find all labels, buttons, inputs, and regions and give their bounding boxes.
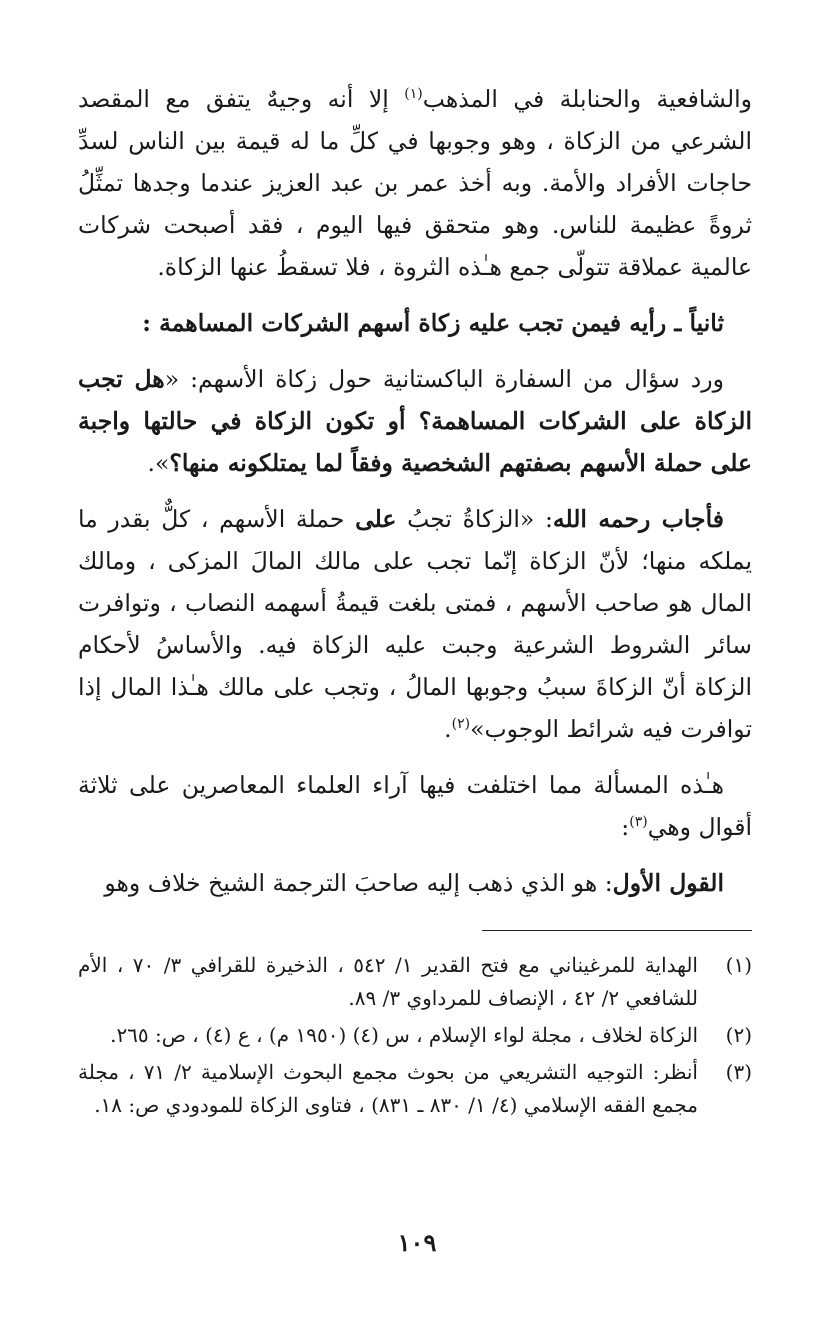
footnote-number: (٣) [725,1060,752,1084]
footnote-3 [78,1056,752,1122]
footnote-ref-2[interactable]: (٢) [451,716,471,733]
page-number: ١٠٩ [397,1228,437,1257]
paragraph-opinions: هـٰذه المسألة مما اختلفت فيها آراء العلماء المعاصرين على ثلاثة أقوال وهي$^{(٣)}$: [78,771,752,841]
paragraph-1: والشافعية والحنابلة في المذهب$^{(١)}$ إلا أنه وجيهٌ يتفق مع المقصد الشرعي من الزكاة ، وهو وجوبها في كلِّ ما له قيمة بين الناس لسدِّ حاجات الأفراد والأمة. وبه أخذ عمر بن عبد العزيز عندما وجدها تمثِّلُ ثروةً عظيمة للناس. وهو متحقق فيها اليوم ، فقد أصبحت شركات عالمية عملاقة تتولّى جمع هـٰذه الثروة ، فلا تسقطُ عنها الزكاة. [78,85,752,281]
paragraph-first-opinion: القول الأول: هو الذي ذهب إليه صاحبَ الترجمة الشيخ خلاف وهو [104,869,724,897]
footnote-text: الهداية للمرغيناني مع فتح القدير ١/ ٥٤٢ ، الذخيرة للقرافي ٣/ ٧٠ ، الأم للشافعي ٢/ ٤٢ ، الإنصاف للمرداوي ٣/ ٨٩. [78,953,698,1010]
footnote-ref-1[interactable]: (١) [404,86,423,103]
footnotes [78,949,752,1122]
paragraph-question: ورد سؤال من السفارة الباكستانية حول زكاة الأسهم: «هل تجب الزكاة على الشركات المساهمة؟ أو تكون الزكاة في حالتها واجبة على حملة الأسهم بصفتهم الشخصية وفقاً لما يمتلكونه منها؟». [78,365,752,477]
footnote-text: الزكاة لخلاف ، مجلة لواء الإسلام ، س (٤) (١٩٥٠ م) ، ع (٤) ، ص: ٢٦٥. [110,1023,698,1047]
section-heading: ثانياً ـ رأيه فيمن تجب عليه زكاة أسهم الشركات المساهمة : [142,309,724,337]
footnote-number: (٢) [725,1023,752,1047]
footnote-divider [482,930,752,931]
footnote-1 [78,949,752,1015]
question-text: هل تجب الزكاة على الشركات المساهمة؟ أو تكون الزكاة في حالتها واجبة على حملة الأسهم بصفتهم الشخصية وفقاً لما يمتلكونه منها؟ [78,365,752,477]
footnote-ref-3[interactable]: (٣) [629,814,648,831]
paragraph-answer: فأجاب رحمه الله: «الزكاةُ تجبُ على حملة الأسهم ، كلٌّ بقدر ما يملكه منها؛ لأنّ الزكاة إنّما تجب على مالك المالَ المزكى ، ومالك المال هو صاحب الأسهم ، فمتى بلغت قيمةُ أسهمه النصاب ، وتوافرت سائر الشروط الشرعية وجبت عليه الزكاة فيه. والأساسُ لأحكام الزكاة أنّ الزكاةَ سببُ وجوبها المالُ ، وتجب على مالك هـٰذا المال إذا توافرت فيه شرائط الوجوب»$^{(٢)}$. [78,505,752,743]
footnote-2 [78,1019,752,1052]
footnote-number: (١) [725,953,752,977]
footnote-text: أنظر: التوجيه التشريعي من بحوث مجمع البحوث الإسلامية ٢/ ٧١ ، مجلة مجمع الفقه الإسلامي (٤/ ١/ ٨٣٠ ـ ٨٣١) ، فتاوى الزكاة للمودودي ص: ١٨. [78,1060,698,1117]
